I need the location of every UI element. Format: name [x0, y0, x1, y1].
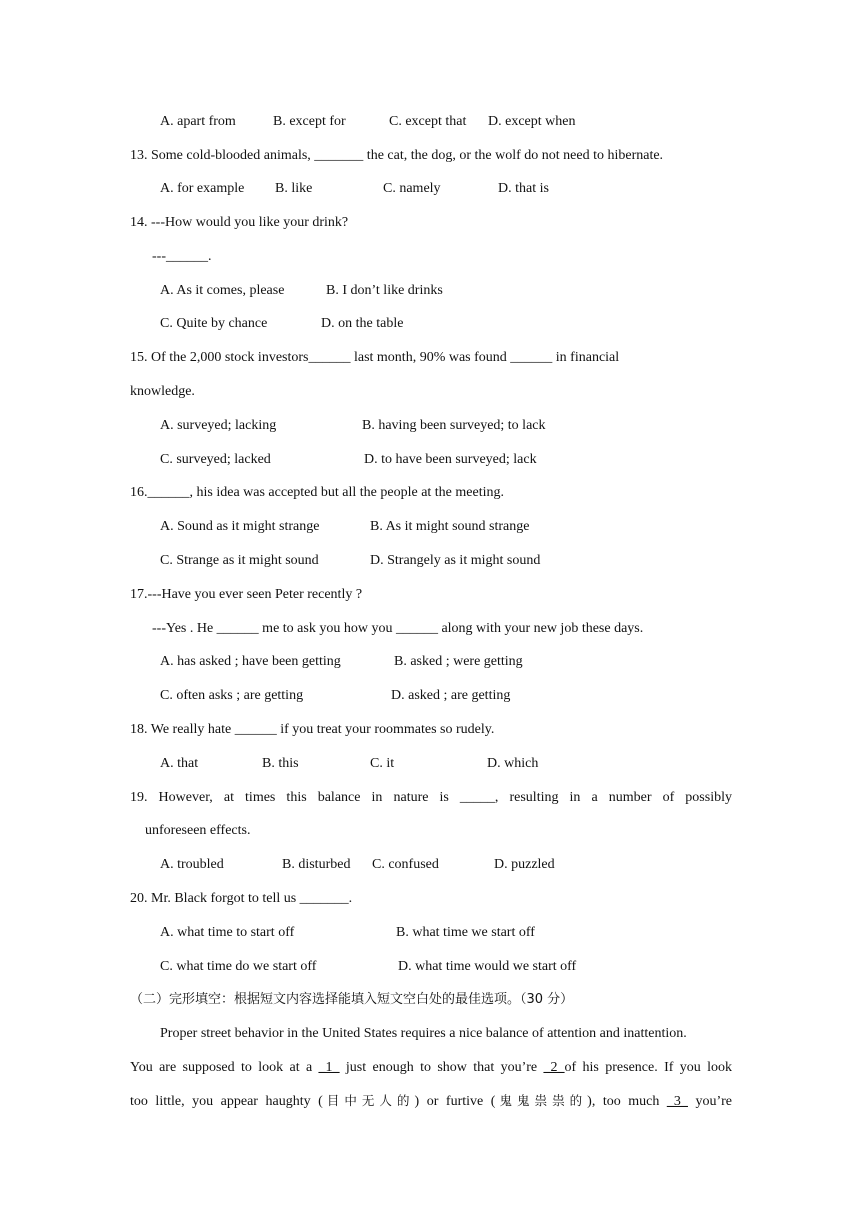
option-19c: C. confused [372, 857, 439, 872]
question-14-answer-line: ---______. [152, 249, 212, 264]
option-12b: B. except for [273, 114, 346, 129]
option-20d: D. what time would we start off [398, 959, 577, 974]
option-15a: A. surveyed; lacking [160, 418, 277, 433]
gloss-furtive: 鬼鬼祟祟的 [495, 1093, 588, 1108]
option-16c: C. Strange as it might sound [160, 553, 319, 568]
passage-text: too little, you appear haughty ( [130, 1094, 323, 1109]
option-14c: C. Quite by chance [160, 316, 268, 331]
option-19a: A. troubled [160, 857, 224, 872]
question-15-stem-cont: knowledge. [130, 384, 195, 399]
option-14d: D. on the table [321, 316, 404, 331]
option-17b: B. asked ; were getting [394, 654, 523, 669]
passage-line-1: Proper street behavior in the United States requires a nice balance of attention and inattention. [160, 1026, 687, 1041]
question-19-stem: 19. However, at times this balance in nature is _____, resulting in a number of possibly [130, 790, 732, 805]
option-14b: B. I don’t like drinks [326, 283, 443, 298]
option-19d: D. puzzled [494, 857, 555, 872]
option-18c: C. it [370, 756, 395, 771]
option-20c: C. what time do we start off [160, 959, 317, 974]
option-12d: D. except when [488, 114, 576, 129]
cloze-blank-1: _1_ [318, 1060, 340, 1075]
option-20b: B. what time we start off [396, 925, 535, 940]
passage-line-3 [130, 1095, 732, 1109]
option-12a: A. apart from [160, 114, 236, 129]
passage-text: of his presence. If you look [564, 1060, 733, 1075]
option-15b: B. having been surveyed; to lack [362, 418, 546, 433]
cloze-blank-2: _2_ [543, 1060, 565, 1075]
cloze-blank-3: _3_ [666, 1094, 688, 1109]
option-19b: B. disturbed [282, 857, 351, 872]
question-20-stem: 20. Mr. Black forgot to tell us _______. [130, 891, 353, 906]
question-17-stem: 17.---Have you ever seen Peter recently ? [130, 587, 363, 602]
option-16d: D. Strangely as it might sound [370, 553, 541, 568]
option-14a: A. As it comes, please [160, 283, 285, 298]
option-17d: D. asked ; are getting [391, 688, 511, 703]
option-18d: D. which [487, 756, 539, 771]
option-17c: C. often asks ; are getting [160, 688, 304, 703]
question-13-stem: 13. Some cold-blooded animals, _______ the cat, the dog, or the wolf do not need to hibernate. [130, 148, 664, 163]
gloss-haughty: 目中无人的 [322, 1093, 415, 1108]
question-15-stem: 15. Of the 2,000 stock investors______ last month, 90% was found ______ in financial [130, 350, 620, 365]
passage-text: You are supposed to look at a [130, 1060, 319, 1075]
option-16b: B. As it might sound strange [370, 519, 530, 534]
option-13d: D. that is [498, 181, 549, 196]
option-13c: C. namely [383, 181, 441, 196]
question-14-stem: 14. ---How would you like your drink? [130, 215, 349, 230]
option-13a: A. for example [160, 181, 245, 196]
option-15c: C. surveyed; lacked [160, 452, 271, 467]
option-18b: B. this [262, 756, 299, 771]
option-13b: B. like [275, 181, 313, 196]
option-16a: A. Sound as it might strange [160, 519, 320, 534]
option-20a: A. what time to start off [160, 925, 295, 940]
option-18a: A. that [160, 756, 199, 771]
question-19-stem-cont: unforeseen effects. [145, 823, 251, 838]
option-12c: C. except that [389, 114, 467, 129]
option-17a: A. has asked ; have been getting [160, 654, 341, 669]
option-15d: D. to have been surveyed; lack [364, 452, 537, 467]
question-16-stem: 16.______, his idea was accepted but all the people at the meeting. [130, 485, 504, 500]
passage-text: ) or furtive ( [414, 1094, 496, 1109]
question-17-answer-line: ---Yes . He ______ me to ask you how you ______ along with your new job these days. [152, 621, 644, 636]
passage-line-2 [130, 1061, 732, 1075]
passage-text: just enough to show that you’re [339, 1060, 544, 1075]
passage-text: you’re [687, 1094, 732, 1109]
section-heading-cloze: （二）完形填空：根据短文内容选择能填入短文空白处的最佳选项。（30 分） [130, 992, 574, 1007]
passage-text: ), too much [587, 1094, 667, 1109]
question-18-stem: 18. We really hate ______ if you treat your roommates so rudely. [130, 722, 495, 737]
